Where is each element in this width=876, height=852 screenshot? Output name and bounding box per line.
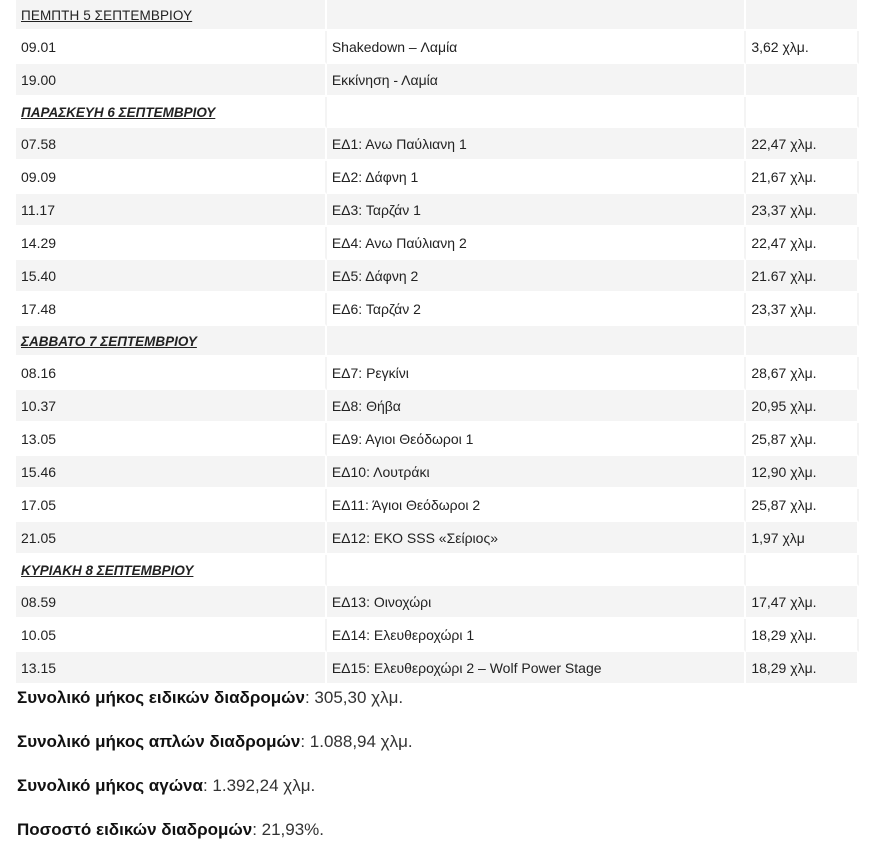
- stage-stage-cell: ΕΔ3: Ταρζάν 1: [327, 194, 746, 227]
- stage-time-cell: 10.37: [16, 390, 327, 423]
- table-row: [16, 357, 859, 390]
- day-header-cell: [16, 0, 327, 31]
- stage-time-cell: 10.05: [16, 619, 327, 652]
- table-row: [16, 522, 859, 555]
- stage-time-cell: 14.29: [16, 227, 327, 260]
- day-header-cell: [16, 97, 327, 128]
- stage-distance-cell: 25,87 χλμ.: [746, 489, 859, 522]
- stage-stage-cell: ΕΔ9: Αγιοι Θεόδωροι 1: [327, 423, 746, 456]
- summary-line: [17, 688, 403, 708]
- empty-cell: [746, 0, 859, 31]
- stage-distance-cell: 18,29 χλμ.: [746, 652, 859, 685]
- summary-line: [17, 732, 413, 752]
- stage-time-cell: 17.48: [16, 293, 327, 326]
- stage-time-cell: 19.00: [16, 64, 327, 97]
- table-row: [16, 489, 859, 522]
- stage-stage-cell: ΕΔ11: Άγιοι Θεόδωροι 2: [327, 489, 746, 522]
- stage-time-cell: 15.46: [16, 456, 327, 489]
- day-header-row: [16, 555, 859, 586]
- table-row: [16, 227, 859, 260]
- day-header-row: [16, 326, 859, 357]
- table-row: [16, 64, 859, 97]
- stage-stage-cell: ΕΔ14: Ελευθεροχώρι 1: [327, 619, 746, 652]
- stage-time-cell: 09.09: [16, 161, 327, 194]
- stage-time-cell: 21.05: [16, 522, 327, 555]
- rally-schedule-table: [16, 0, 859, 685]
- stage-distance-cell: 21.67 χλμ.: [746, 260, 859, 293]
- stage-time-cell: 15.40: [16, 260, 327, 293]
- summary-value: : 305,30 χλμ.: [304, 688, 404, 707]
- stage-stage-cell: ΕΔ10: Λουτράκι: [327, 456, 746, 489]
- stage-distance-cell: 28,67 χλμ.: [746, 357, 859, 390]
- stage-time-cell: 17.05: [16, 489, 327, 522]
- empty-cell: [327, 97, 746, 128]
- day-title: ΣΑΒΒΑΤΟ 7 ΣΕΠΤΕΜΒΡΙΟΥ: [21, 333, 197, 349]
- stage-stage-cell: ΕΔ4: Ανω Παύλιανη 2: [327, 227, 746, 260]
- summary-line: [17, 776, 315, 796]
- table-row: [16, 619, 859, 652]
- stage-time-cell: 13.05: [16, 423, 327, 456]
- stage-distance-cell: 22,47 χλμ.: [746, 128, 859, 161]
- stage-distance-cell: 22,47 χλμ.: [746, 227, 859, 260]
- stage-stage-cell: Εκκίνηση - Λαμία: [327, 64, 746, 97]
- stage-time-cell: 11.17: [16, 194, 327, 227]
- stage-stage-cell: Shakedown – Λαμία: [327, 31, 746, 64]
- table-row: [16, 31, 859, 64]
- stage-stage-cell: ΕΔ7: Ρεγκίνι: [327, 357, 746, 390]
- table-row: [16, 390, 859, 423]
- stage-distance-cell: 18,29 χλμ.: [746, 619, 859, 652]
- day-header-row: [16, 97, 859, 128]
- stage-time-cell: 08.59: [16, 586, 327, 619]
- summary-value: : 21,93%.: [252, 820, 325, 839]
- stage-distance-cell: 25,87 χλμ.: [746, 423, 859, 456]
- table-row: [16, 260, 859, 293]
- stage-distance-cell: 1,97 χλμ: [746, 522, 859, 555]
- table-row: [16, 194, 859, 227]
- stage-stage-cell: ΕΔ5: Δάφνη 2: [327, 260, 746, 293]
- stage-distance-cell: 20,95 χλμ.: [746, 390, 859, 423]
- empty-cell: [327, 326, 746, 357]
- summary-label: Συνολικό μήκος απλών διαδρομών: [17, 732, 301, 751]
- summary-label: Συνολικό μήκος ειδικών διαδρομών: [17, 688, 305, 707]
- summary-label: Ποσοστό ειδικών διαδρομών: [17, 820, 253, 839]
- table-row: [16, 423, 859, 456]
- stage-stage-cell: ΕΔ1: Ανω Παύλιανη 1: [327, 128, 746, 161]
- summary-line: [17, 820, 324, 840]
- stage-stage-cell: ΕΔ8: Θήβα: [327, 390, 746, 423]
- empty-cell: [746, 97, 859, 128]
- empty-cell: [746, 555, 859, 586]
- table-row: [16, 293, 859, 326]
- stage-distance-cell: [746, 64, 859, 97]
- stage-stage-cell: ΕΔ15: Ελευθεροχώρι 2 – Wolf Power Stage: [327, 652, 746, 685]
- day-title: ΠΑΡΑΣΚΕΥΗ 6 ΣΕΠΤΕΜΒΡΙΟΥ: [21, 104, 216, 120]
- stage-distance-cell: 12,90 χλμ.: [746, 456, 859, 489]
- stage-distance-cell: 23,37 χλμ.: [746, 293, 859, 326]
- summary-label: Συνολικό μήκος αγώνα: [17, 776, 203, 795]
- table-row: [16, 586, 859, 619]
- day-header-row: [16, 0, 859, 31]
- summary-value: : 1.088,94 χλμ.: [300, 732, 413, 751]
- empty-cell: [327, 555, 746, 586]
- day-title: ΠΕΜΠΤΗ 5 ΣΕΠΤΕΜΒΡΙΟΥ: [21, 7, 193, 23]
- day-header-cell: [16, 326, 327, 357]
- empty-cell: [746, 326, 859, 357]
- stage-time-cell: 07.58: [16, 128, 327, 161]
- stage-stage-cell: ΕΔ2: Δάφνη 1: [327, 161, 746, 194]
- stage-distance-cell: 3,62 χλμ.: [746, 31, 859, 64]
- schedule-body: [16, 0, 859, 685]
- table-row: [16, 128, 859, 161]
- table-row: [16, 456, 859, 489]
- stage-distance-cell: 17,47 χλμ.: [746, 586, 859, 619]
- stage-stage-cell: ΕΔ12: ΕΚΟ SSS «Σείριος»: [327, 522, 746, 555]
- empty-cell: [327, 0, 746, 31]
- table-row: [16, 652, 859, 685]
- stage-stage-cell: ΕΔ6: Ταρζάν 2: [327, 293, 746, 326]
- summary-value: : 1.392,24 χλμ.: [202, 776, 316, 795]
- day-title: ΚΥΡΙΑΚΗ 8 ΣΕΠΤΕΜΒΡΙΟΥ: [21, 562, 194, 578]
- day-header-cell: [16, 555, 327, 586]
- stage-stage-cell: ΕΔ13: Οινοχώρι: [327, 586, 746, 619]
- table-row: [16, 161, 859, 194]
- stage-time-cell: 08.16: [16, 357, 327, 390]
- stage-time-cell: 13.15: [16, 652, 327, 685]
- stage-time-cell: 09.01: [16, 31, 327, 64]
- stage-distance-cell: 21,67 χλμ.: [746, 161, 859, 194]
- stage-distance-cell: 23,37 χλμ.: [746, 194, 859, 227]
